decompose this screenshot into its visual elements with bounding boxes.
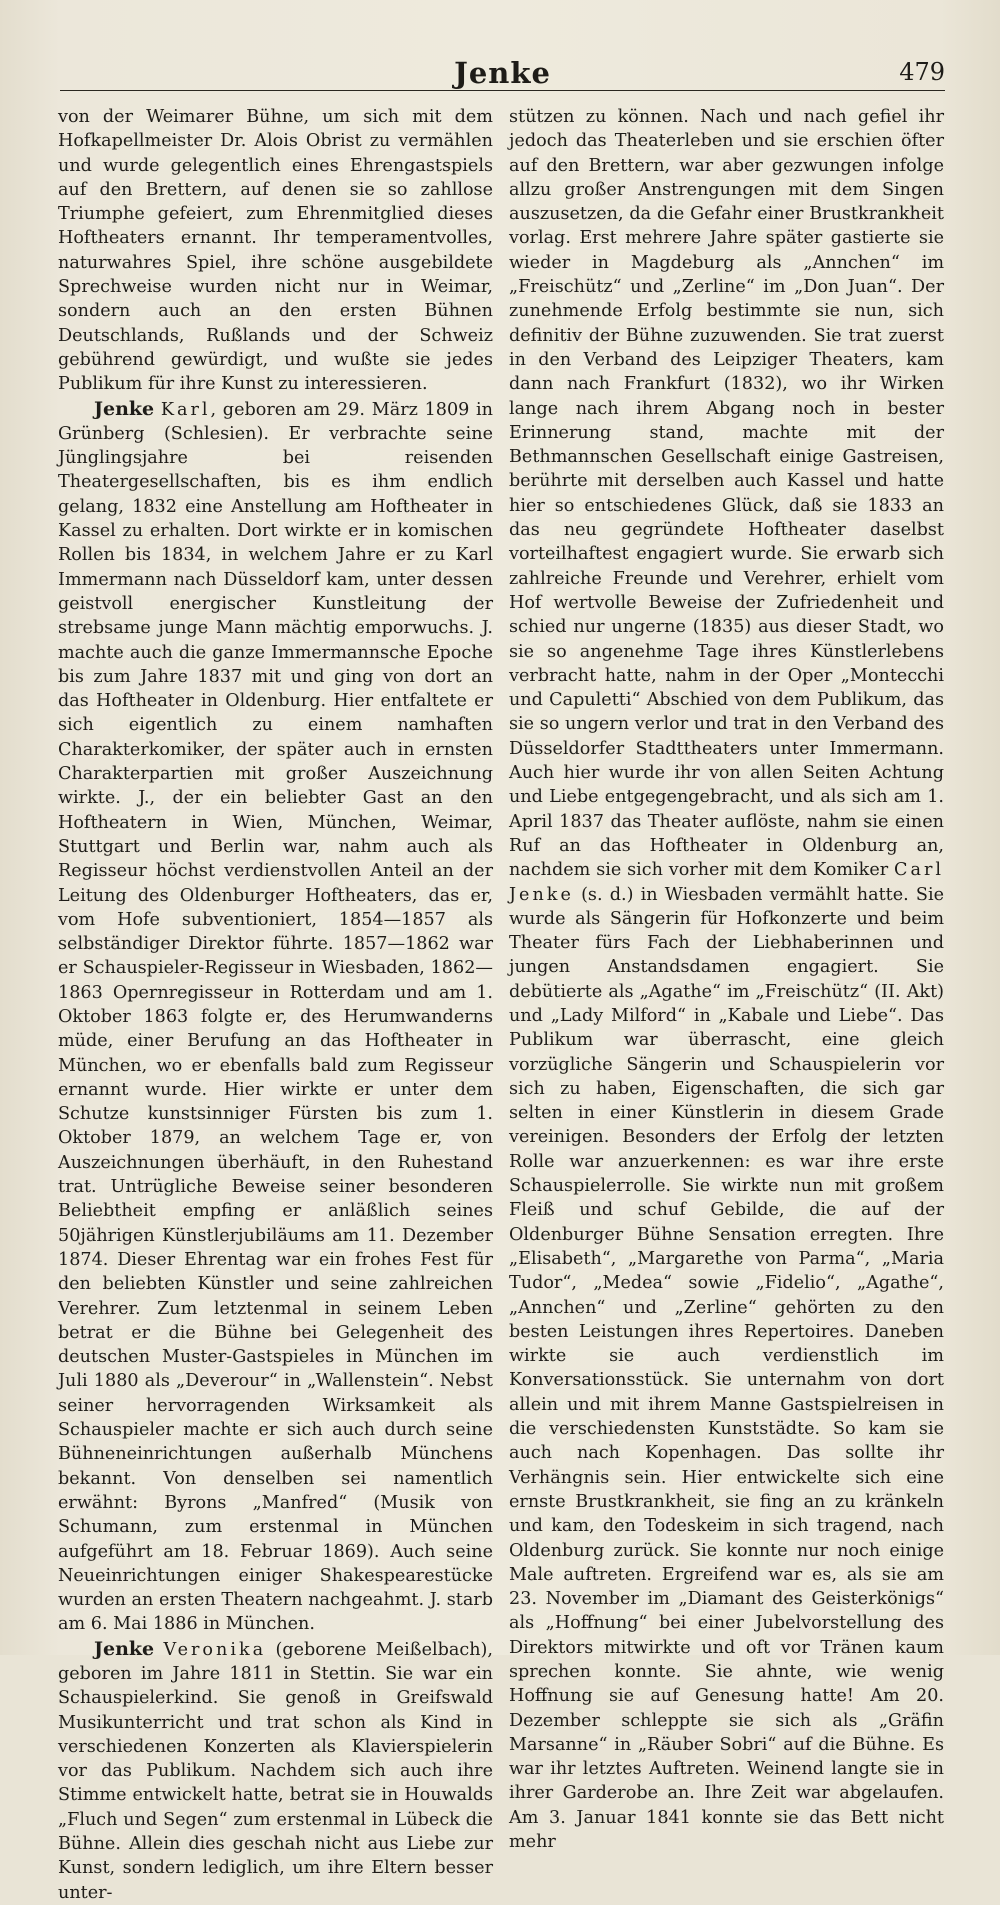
entry-body: , geboren am 29. März 1809 in Grünberg (Schlesien). Er verbrachte seine Jünglingsjahre bei reisenden Theatergesellschaften, bis es ihm endlich gelang, 1832 eine Anstellung am Hoftheater in Kassel zu erhalten. Dort wirkte er in komischen Rollen bis 1834, in welchem Jahre er zu Karl Immermann nach Düsseldorf kam, unter dessen geistvoll energischer Kunstleitung der strebsame junge Mann mächtig emporwuchs. J. machte auch die ganze Immermannsche Epoche bis zum Jahre 1837 mit und ging von dort an das Hoftheater in Oldenburg. Hier entfaltete er sich eigentlich zu einem namhaften Charakterkomiker, der später auch in ernsten Charakterpartien mit großer Auszeichnung wirkte. J., der ein beliebter Gast an den Hoftheatern in Wien, München, Weimar, Stuttgart und Berlin war, nahm auch als Regisseur höchst verdienstvollen Anteil an der Leitung des Oldenburger Hoftheaters, das er, vom Hofe subventioniert, 1854—1857 als selbständiger Direktor führte. 1857—1862 war er Schauspieler-Regisseur in Wiesbaden, 1862—1863 Opernregisseur in Rotterdam und am 1. Oktober 1863 folgte er, des Herumwanderns müde, einer Berufung an das Hoftheater in München, wo er ebenfalls bald zum Regisseur ernannt wurde. Hier wirkte er unter dem Schutze kunstsinniger Fürsten bis zum 1. Oktober 1879, an welchem Tage er, von Auszeichnungen überhäuft, in den Ruhestand trat. Untrügliche Beweise seiner besonderen Beliebtheit empfing er anläßlich seines 50jährigen Künstlerjubiläums am 11. Dezember 1874. Dieser Ehrentag war ein frohes Fest für den beliebten Künstler und seine zahlreichen Verehrer. Zum letztenmal in seinem Leben betrat er die Bühne bei Gelegenheit des deutschen Muster-Gastspieles in München im Juli 1880 als „Deverour“ in „Wallenstein“. Nebst seiner hervorragenden Wirksamkeit als Schauspieler machte er sich auch durch seine Bühneneinrichtungen außerhalb Münchens bekannt. Von denselben sei namentlich erwähnt: Byrons „Manfred“ (Musik von Schumann, zum erstenmal in München aufgeführt am 18. Februar 1869). Auch seine Neueinrichtungen einiger Shakespearestücke wurden an ersten Theatern nachgeahmt. J. starb am 6. Mai 1886 in München. — [58, 399, 494, 1635]
right-column — [509, 105, 944, 1854]
entry-continuation — [509, 105, 944, 1854]
entry-body: stützen zu können. Nach und nach gefiel ihr jedoch das Theaterleben und sie erschien öfter auf den Brettern, war aber gezwungen infolge allzu großer Anstrengungen mit dem Singen auszusetzen, da die Gefahr einer Brustkrankheit vorlag. Erst mehrere Jahre später gastierte sie wieder in Magdeburg als „Annchen“ im „Freischütz“ und „Zerline“ im „Don Juan“. Der zunehmende Erfolg bestimmte sie nun, sich definitiv der Bühne zuzuwenden. Sie trat zuerst in den Verband des Leipziger Theaters, kam dann nach Frankfurt (1832), wo ihr Wirken lange nach ihrem Abgang noch in bester Erinnerung stand, machte mit der Bethmannschen Gesellschaft einige Gastreisen, berührte mit derselben auch Kassel und hatte hier so entschiedenes Glück, daß sie 1833 an das neu gegründete Hoftheater daselbst vorteilhaftest engagiert wurde. Sie erwarb sich zahlreiche Freunde und Verehrer, erhielt vom Hof wertvolle Beweise der Zufriedenheit und schied nur ungerne (1835) aus dieser Stadt, wo sie so angenehme Tage ihres Künstlerlebens verbracht hatte, nahm in der Oper „Montecchi und Capuletti“ Abschied von dem Publikum, das sie so ungern verlor und trat in den Verband des Düsseldorfer Stadttheaters unter Immermann. Auch hier wurde ihr von allen Seiten Achtung und Liebe entgegengebracht, und als sich am 1. April 1837 das Theater auflöste, nahm sie einen Ruf an das Hoftheater in Oldenburg an, nachdem sie sich vorher mit dem Komiker — [509, 107, 944, 881]
entry-jenke-veronika — [58, 1637, 493, 1905]
entry-headword: Jenke — [94, 1637, 155, 1660]
entry-body-end: (s. d.) in Wiesbaden vermählt hatte. Sie wurde als Sängerin für Hofkonzerte und beim Theater fürs Fach der Liebhaberinnen und jungen Anstandsdamen engagiert. Sie debütierte als „Agathe“ im „Freischütz“ (II. Akt) und „Lady Milford“ in „Kabale und Liebe“. Das Publikum war überrascht, eine gleich vorzügliche Sängerin und Schauspielerin vor sich zu haben, Eigenschaften, die sich gar selten in einer Künstlerin in diesem Grade vereinigen. Besonders der Erfolg der letzten Rolle war anzuerkennen: es war ihre erste Schauspielerrolle. Sie wirkte nun mit großem Fleiß und schuf Gebilde, die auf der Oldenburger Bühne Sensation erregten. Ihre „Elisabeth“, „Margarethe von Parma“, „Maria Tudor“, „Medea“ sowie „Fidelio“, „Agathe“, „Annchen“ und „Zerline“ gehörten zu den besten Leistungen ihres Repertoires. Daneben wirkte sie auch verdienstlich im Konversationsstück. Sie unternahm von dort allein und mit ihrem Manne Gastspielreisen in die verschiedensten Kunststädte. So kam sie auch nach Kopenhagen. Das sollte ihr Verhängnis sein. Hier entwickelte sich eine ernste Brustkrankheit, sie fing an zu kränkeln und kam, den Todeskeim in sich tragend, nach Oldenburg zurück. Sie konnte nur noch einige Male auftreten. Ergreifend war es, als sie am 23. November im „Diamant des Geisterkönigs“ als „Hoffnung“ bei einer Jubelvorstellung des Direktors mitwirkte und oft vor Tränen kaum sprechen konnte. Sie ahnte, wie wenig Hoffnung sie auf Genesung hatte! Am 20. Dezember schleppte sie sich als „Gräfin Marsanne“ in „Räuber Sobri“ auf die Bühne. Es war ihr letztes Auftreten. Weinend langte sie in ihrer Garderobe an. Ihre Zeit war abgelaufen. Am 3. Januar 1841 konnte sie das Bett nicht mehr — [509, 884, 944, 1853]
entry-headword: Jenke — [94, 397, 155, 420]
left-column — [58, 105, 493, 1905]
page-number: 479 — [899, 58, 945, 86]
running-head: Jenke — [454, 56, 551, 90]
entry-body: (geborene Meißelbach), geboren im Jahre 1811 in Stettin. Sie war ein Schauspielerkind. Sie genoß in Greifswald Musikunterricht und trat schon als Kind in verschiedenen Konzerten als Klavierspielerin vor das Publikum. Nachdem sich auch ihre Stimme entwickelt hatte, betrat sie in Houwalds „Fluch und Segen“ zum erstenmal in Lübeck die Bühne. Allein dies geschah nicht aus Liebe zur Kunst, sondern lediglich, um ihre Eltern besser unter- — [58, 1639, 493, 1903]
entry-jenke-karl — [58, 397, 493, 1637]
entry-continuation: von der Weimarer Bühne, um sich mit dem Hofkapellmeister Dr. Alois Obrist zu vermählen und wurde gelegentlich eines Ehrengastspiels auf den Brettern, auf denen sie so zahllose Triumphe gefeiert, zum Ehrenmitglied dieses Hoftheaters ernannt. Ihr temperamentvolles, naturwahres Spiel, ihre schöne ausgebildete Sprechweise wurden nicht nur in Weimar, sondern auch an den ersten Bühnen Deutschlands, Rußlands und der Schweiz gebührend gewürdigt, und wußte sie jedes Publikum für ihre Kunst zu interessieren. — [58, 107, 493, 395]
header-rule — [60, 90, 945, 91]
page-header — [60, 52, 945, 92]
entry-first-name: Karl — [160, 399, 211, 420]
cross-reference: Carl Jenke — [509, 860, 944, 905]
entry-first-name: Veronika — [163, 1639, 267, 1660]
